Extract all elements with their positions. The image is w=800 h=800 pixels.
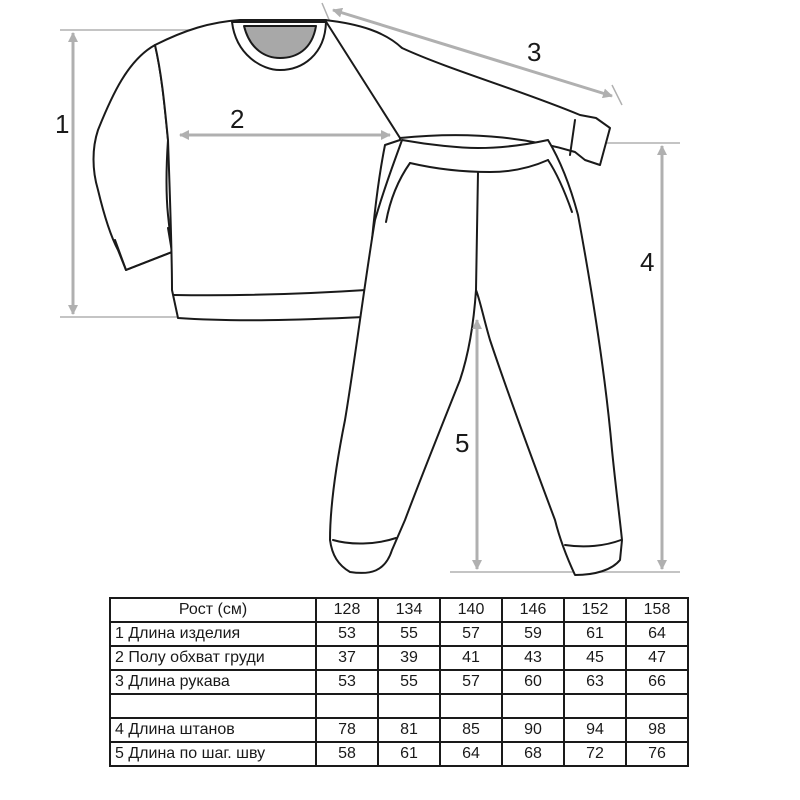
table-cell: 60 [502, 670, 564, 694]
table-spacer-row [110, 694, 688, 718]
table-row [110, 622, 688, 646]
table-header-size: 152 [564, 598, 626, 622]
table-cell [564, 694, 626, 718]
row-label: 4 Длина штанов [110, 718, 316, 742]
table-cell [626, 694, 688, 718]
table-cell [316, 694, 378, 718]
table-header-size: 140 [440, 598, 502, 622]
table-cell: 55 [378, 622, 440, 646]
table-cell: 47 [626, 646, 688, 670]
table-cell: 53 [316, 670, 378, 694]
row-label: 3 Длина рукава [110, 670, 316, 694]
table-cell: 58 [316, 742, 378, 766]
table-cell: 57 [440, 670, 502, 694]
table-cell: 81 [378, 718, 440, 742]
table-cell: 78 [316, 718, 378, 742]
table-cell: 43 [502, 646, 564, 670]
table-header-row [110, 598, 688, 622]
table-header-size: 158 [626, 598, 688, 622]
size-table [109, 597, 689, 767]
table-cell: 94 [564, 718, 626, 742]
table-cell: 90 [502, 718, 564, 742]
table-cell: 76 [626, 742, 688, 766]
table-header-size: 134 [378, 598, 440, 622]
table-row [110, 718, 688, 742]
table-cell: 66 [626, 670, 688, 694]
table-cell: 59 [502, 622, 564, 646]
table-cell: 39 [378, 646, 440, 670]
table-cell [440, 694, 502, 718]
measure-label-4: 4 [640, 247, 655, 277]
row-label [110, 694, 316, 718]
measure-label-2: 2 [230, 104, 245, 134]
table-cell [502, 694, 564, 718]
table-cell: 41 [440, 646, 502, 670]
table-cell: 53 [316, 622, 378, 646]
table-cell [378, 694, 440, 718]
table-cell: 64 [440, 742, 502, 766]
table-cell: 37 [316, 646, 378, 670]
table-header-label: Рост (см) [110, 598, 316, 622]
table-cell: 72 [564, 742, 626, 766]
table-row [110, 742, 688, 766]
table-cell: 98 [626, 718, 688, 742]
measure-label-1: 1 [55, 109, 70, 139]
row-label: 5 Длина по шаг. шву [110, 742, 316, 766]
table-cell: 61 [564, 622, 626, 646]
table-cell: 85 [440, 718, 502, 742]
measure-label-3: 3 [527, 37, 542, 67]
table-cell: 55 [378, 670, 440, 694]
table-header-size: 128 [316, 598, 378, 622]
row-label: 2 Полу обхват груди [110, 646, 316, 670]
table-cell: 68 [502, 742, 564, 766]
table-cell: 63 [564, 670, 626, 694]
table-header-size: 146 [502, 598, 564, 622]
table-cell: 64 [626, 622, 688, 646]
measure-label-5: 5 [455, 428, 470, 458]
table-cell: 61 [378, 742, 440, 766]
row-label: 1 Длина изделия [110, 622, 316, 646]
table-cell: 45 [564, 646, 626, 670]
table-cell: 57 [440, 622, 502, 646]
table-row [110, 670, 688, 694]
table-row [110, 646, 688, 670]
